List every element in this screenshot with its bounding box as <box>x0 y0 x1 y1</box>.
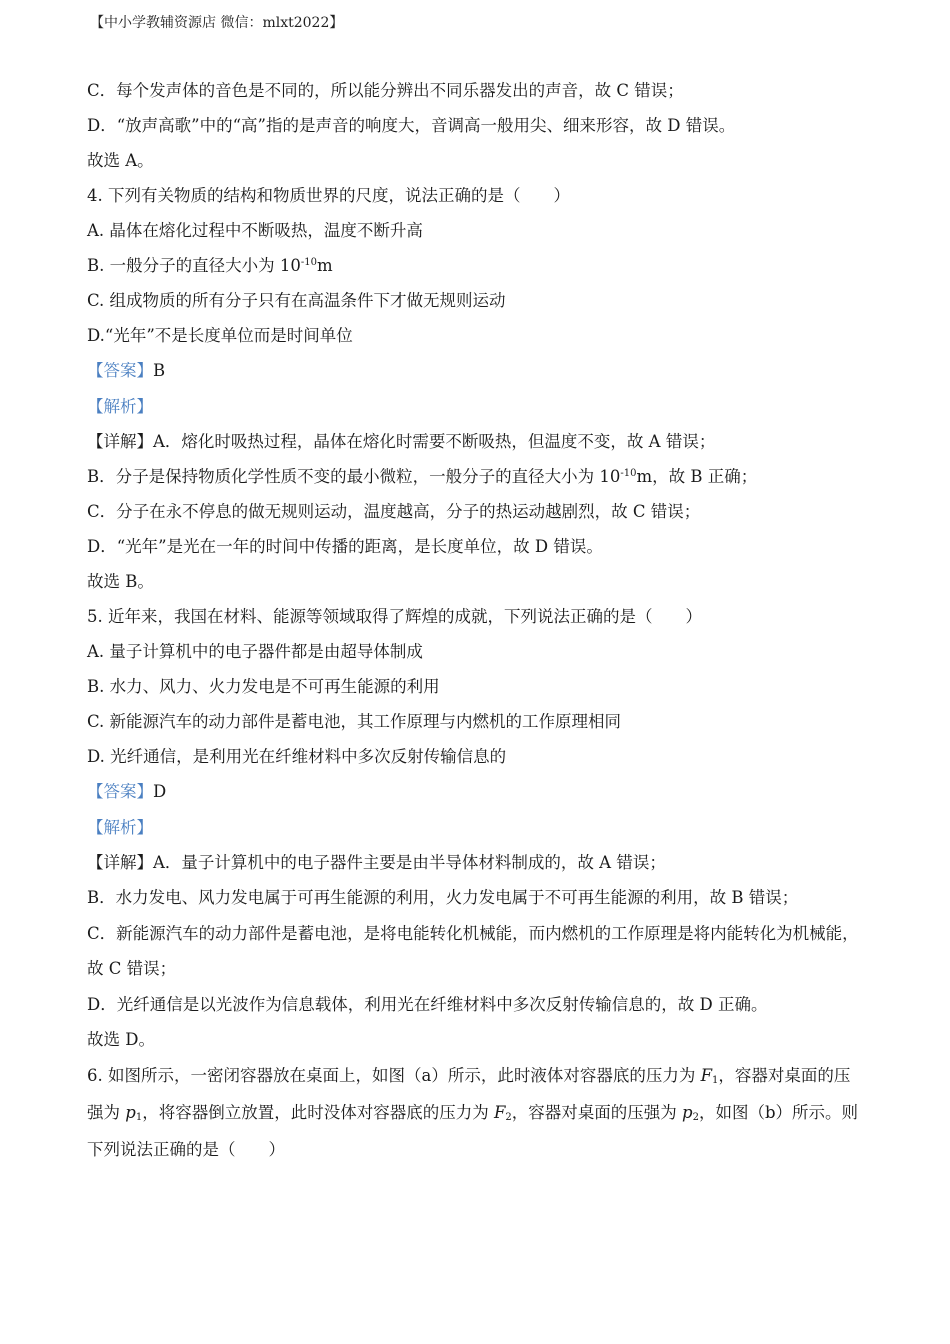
q5-detail-d: D．光纤通信是以光波作为信息载体，利用光在纤维材料中多次反射传输信息的，故 D 正确。 <box>87 995 768 1014</box>
q5-detail-b: B．水力发电、风力发电属于可再生能源的利用，火力发电属于不可再生能源的利用，故 B 错误； <box>87 888 799 907</box>
q4-detail-c: C．分子在永不停息的做无规则运动，温度越高，分子的热运动越剧烈，故 C 错误； <box>87 502 701 521</box>
q3-analysis-d: D．“放声高歌”中的“高”指的是声音的响度大，音调高一般用尖、细来形容，故 D 错误。 <box>87 116 736 135</box>
q4-option-d: D.“光年”不是长度单位而是时间单位 <box>87 326 353 345</box>
q3-choose: 故选 A。 <box>87 151 154 170</box>
q5-analysis-label: 【解析】 <box>87 818 153 837</box>
q4-detail-b: B．分子是保持物质化学性质不变的最小微粒，一般分子的直径大小为 $10^{-10}m$，故 B 正确； <box>87 467 758 486</box>
page-header: 【中小学教辅资源店 微信：mlxt2022】 <box>90 15 344 31</box>
q4-answer: 【答案】B <box>87 361 166 380</box>
q5-option-b: B. 水力、风力、火力发电是不可再生能源的利用 <box>87 677 440 696</box>
q4-option-c: C. 组成物质的所有分子只有在高温条件下才做无规则运动 <box>87 291 506 310</box>
q4-choose: 故选 B。 <box>87 572 154 591</box>
q3-analysis-c: C．每个发声体的音色是不同的，所以能分辨出不同乐器发出的声音，故 C 错误； <box>87 81 684 100</box>
q6-stem-line1: 6. 如图所示，一密闭容器放在桌面上，如图（a）所示，此时液体对容器底的压力为 $F_1$，容器对桌面的压 <box>87 1066 851 1086</box>
q5-choose: 故选 D。 <box>87 1030 155 1049</box>
q4-detail-a: 【详解】A．熔化时吸热过程，晶体在熔化时需要不断吸热，但温度不变，故 A 错误； <box>87 432 716 451</box>
q4-stem: 4. 下列有关物质的结构和物质世界的尺度，说法正确的是（ ） <box>87 186 570 205</box>
q5-stem: 5. 近年来，我国在材料、能源等领域取得了辉煌的成就，下列说法正确的是（ ） <box>87 607 702 626</box>
q5-answer: 【答案】D <box>87 782 167 801</box>
q5-detail-c-cont: 故 C 错误； <box>87 959 177 978</box>
q6-stem-line2: 强为 $p_1$，将容器倒立放置，此时没体对容器底的压力为 $F_2$，容器对桌面的压强为 $p_2$，如图（b）所示。则 <box>87 1103 859 1123</box>
q6-stem-line3: 下列说法正确的是（ ） <box>87 1140 285 1159</box>
q5-option-d: D. 光纤通信，是利用光在纤维材料中多次反射传输信息的 <box>87 747 507 766</box>
q5-detail-a: 【详解】A．量子计算机中的电子器件主要是由半导体材料制成的，故 A 错误； <box>87 853 666 872</box>
q5-option-a: A. 量子计算机中的电子器件都是由超导体制成 <box>87 642 423 661</box>
q5-option-c: C. 新能源汽车的动力部件是蓄电池，其工作原理与内燃机的工作原理相同 <box>87 712 622 731</box>
q4-option-a: A. 晶体在熔化过程中不断吸热，温度不断升高 <box>87 221 423 240</box>
q4-analysis-label: 【解析】 <box>87 397 153 416</box>
q4-detail-d: D．“光年”是光在一年的时间中传播的距离，是长度单位，故 D 错误。 <box>87 537 603 556</box>
q4-option-b: B. 一般分子的直径大小为 $10^{-10}m$ <box>87 256 333 275</box>
q5-detail-c: C．新能源汽车的动力部件是蓄电池，是将电能转化机械能，而内燃机的工作原理是将内能转化为机械能， <box>87 924 859 943</box>
